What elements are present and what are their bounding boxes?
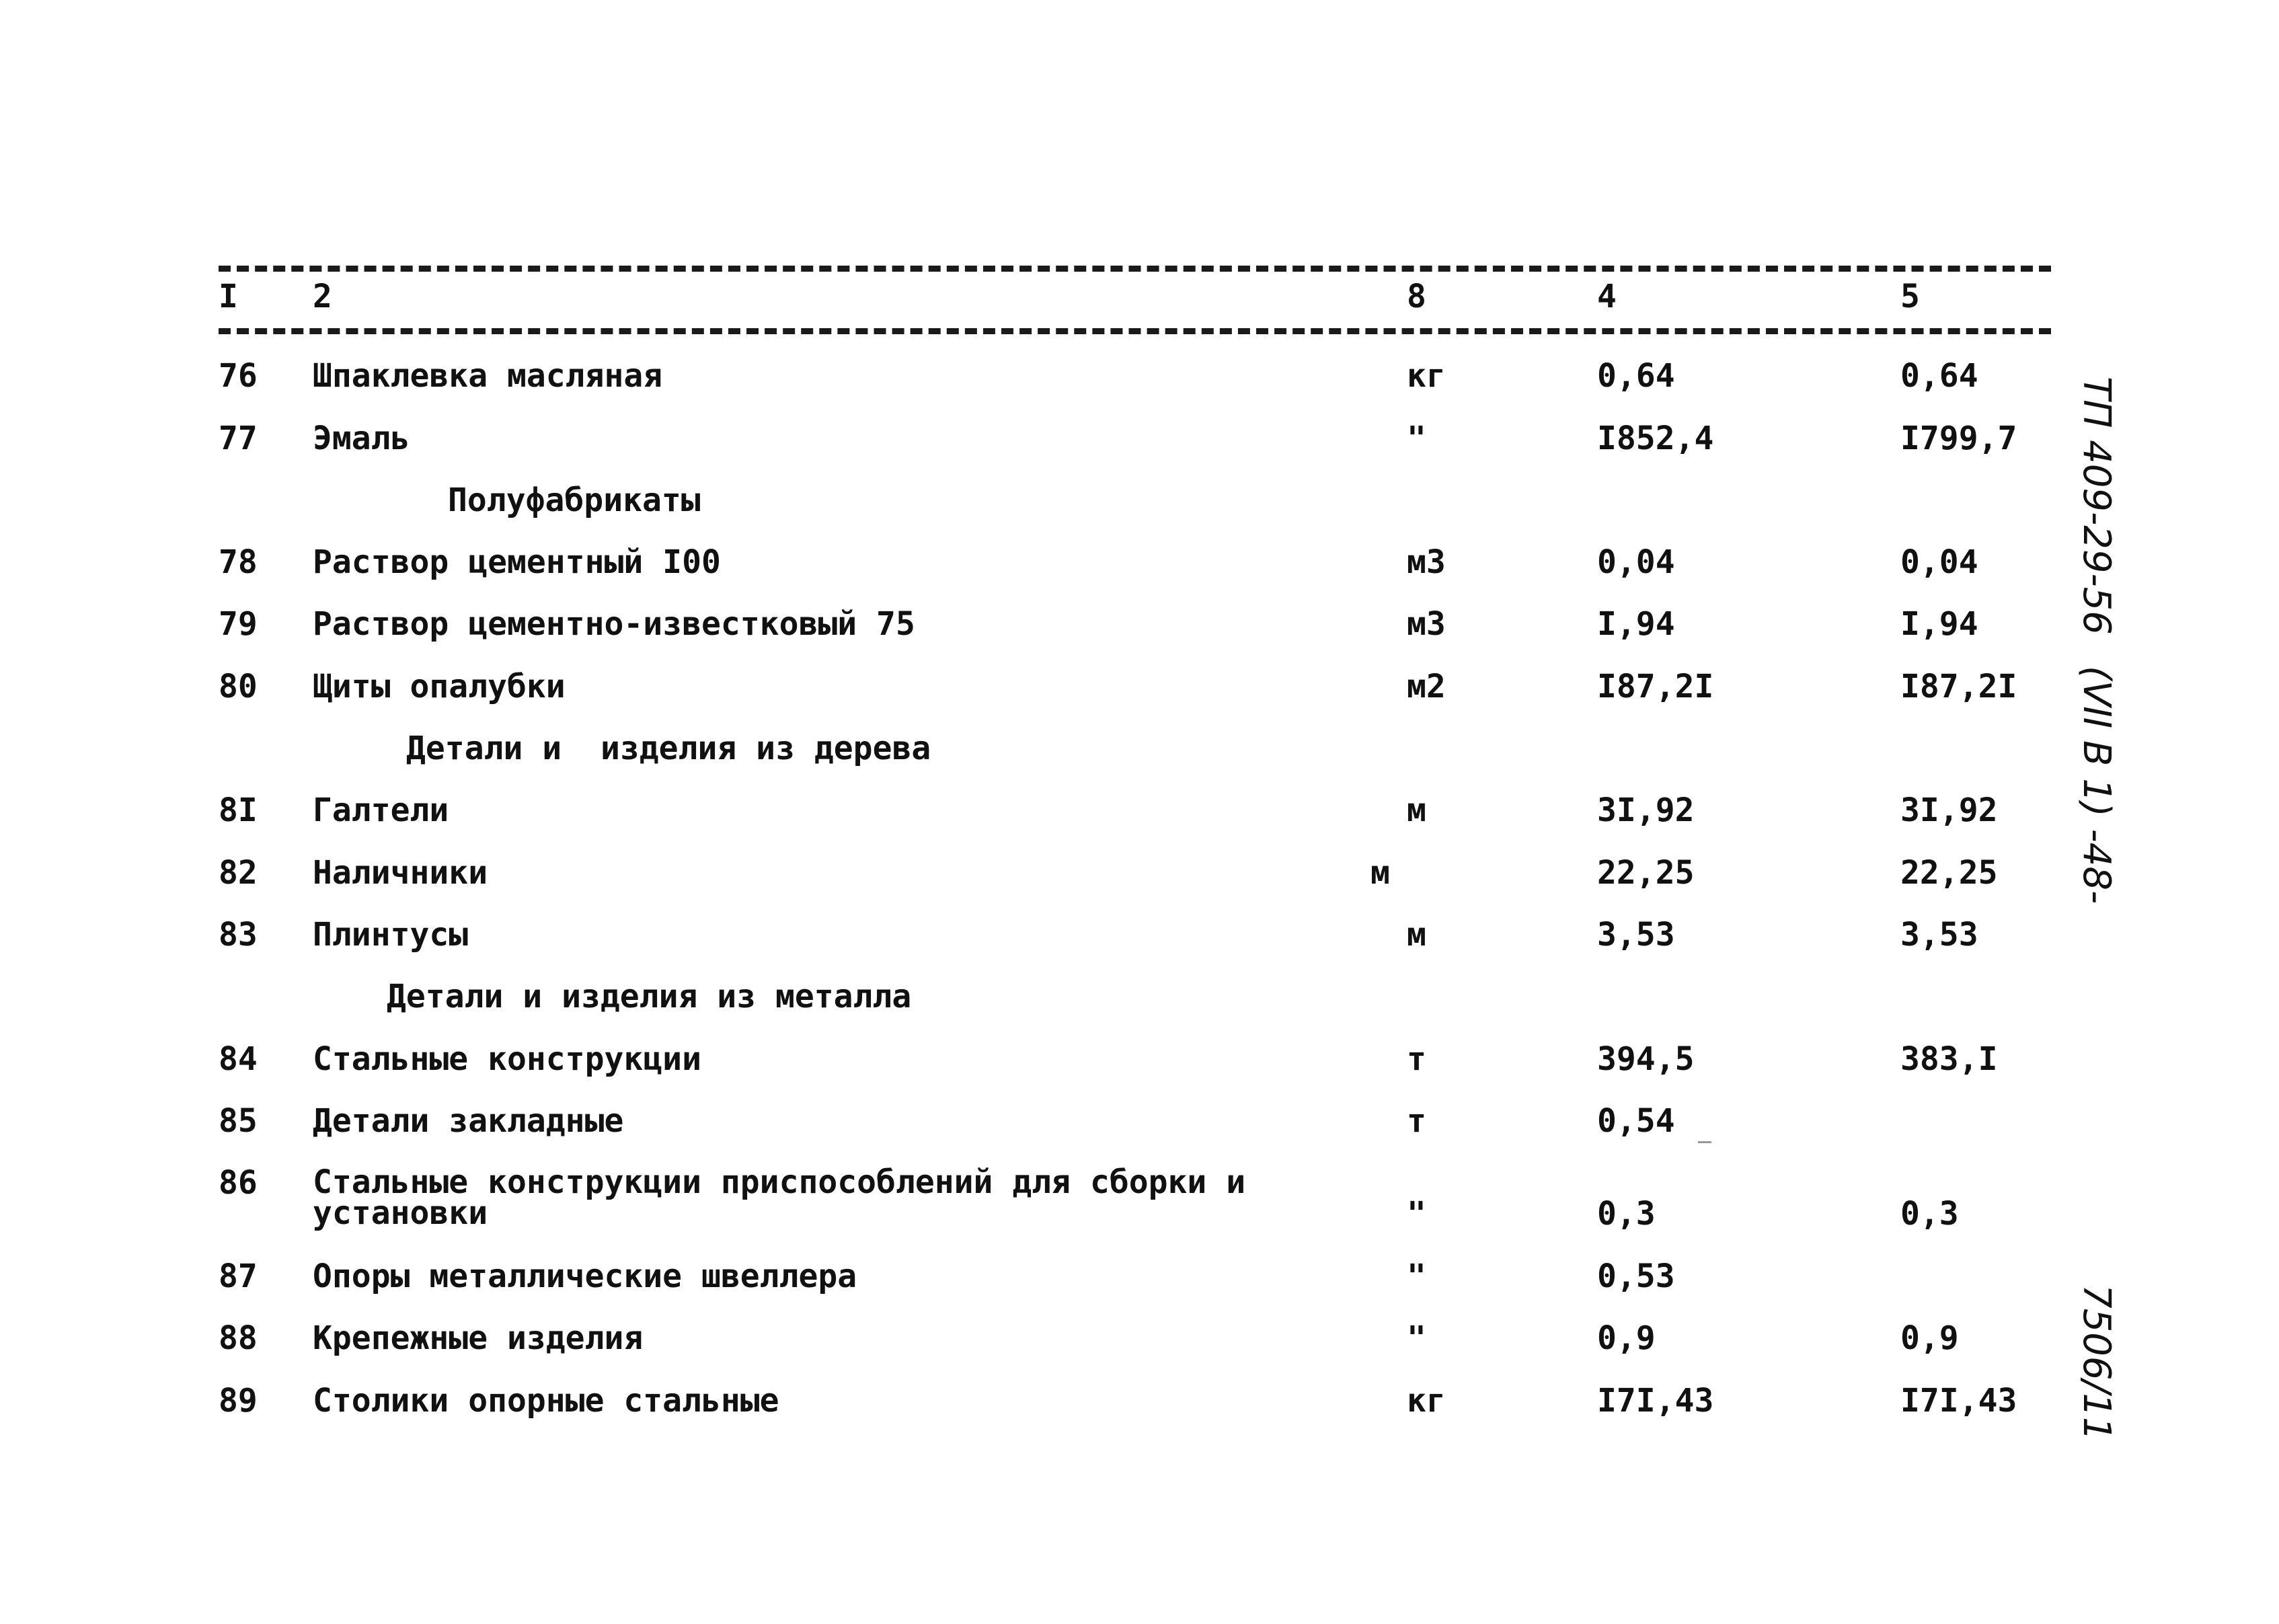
row-name: Раствор цементный I00 [313,543,721,581]
table-row [0,605,2279,668]
row-value-5: 0,64 [1900,357,1978,395]
row-unit: м3 [1407,605,1446,643]
table-row [0,422,2279,483]
row-value-4: 0,9 [1597,1319,1656,1357]
sheet-reference: (VII В 1) -48- [2075,666,2118,904]
row-value-4: 0,3 [1597,1195,1656,1233]
header-col-2: 2 [313,278,332,315]
table-row [0,357,2279,420]
table-row [0,1382,2279,1445]
row-unit: " [1407,1258,1426,1295]
row-unit: " [1407,1319,1426,1357]
row-number: 84 [219,1040,258,1078]
header-col-4: 4 [1597,278,1617,315]
row-name: Столики опорные стальные [313,1382,779,1420]
row-value-5: 0,04 [1900,543,1978,581]
row-value-4: I852,4 [1597,420,1714,457]
row-number: 78 [219,543,258,581]
row-unit: м3 [1407,543,1446,581]
row-value-5: I,94 [1900,605,1978,643]
row-value-5: I87,2I [1900,668,2017,705]
header-bottom-rule [219,328,2051,334]
row-unit: т [1407,1102,1426,1140]
document-code: ТП 409-29-56 [2075,377,2118,635]
row-unit: " [1407,420,1426,457]
header-top-rule [219,266,2051,272]
row-value-4: 0,54 [1597,1102,1675,1140]
row-value-4: 22,25 [1597,854,1695,892]
row-name: Наличники [313,854,488,892]
section-heading: Детали и изделия из дерева [406,730,931,767]
row-unit: " [1407,1195,1426,1233]
row-name: Щиты опалубки [313,668,566,705]
row-number: 82 [219,854,258,892]
table-row [0,854,2279,917]
table-row [0,916,2279,979]
row-value-4: I7I,43 [1597,1382,1714,1420]
archive-stamp: 7506/11 [2075,1284,2118,1441]
table-row [0,791,2279,855]
row-number: 86 [219,1164,258,1202]
row-value-5: 0,3 [1900,1195,1959,1233]
row-unit: м [1407,916,1426,954]
row-value-5: 3I,92 [1900,791,1998,829]
table-row [0,1163,2279,1261]
row-value-5: 22,25 [1900,854,1998,892]
row-value-4: 394,5 [1597,1040,1695,1078]
table-row [0,1260,2279,1321]
section-heading: Детали и изделия из металла [387,978,912,1015]
table-row [0,1040,2279,1104]
row-value-5: 0,9 [1900,1319,1959,1357]
row-value-4: I87,2I [1597,668,1714,705]
row-value-4: 3I,92 [1597,791,1695,829]
row-unit: м [1407,791,1426,829]
row-value-4: I,94 [1597,605,1675,643]
row-number: 79 [219,605,258,643]
row-unit: кг [1407,1382,1446,1420]
row-number: 76 [219,357,258,395]
row-value-5: I7I,43 [1900,1382,2017,1420]
table-row [0,1319,2279,1383]
table-row [0,543,2279,607]
scan-speck [1698,1141,1711,1143]
row-name: Детали закладные [313,1102,624,1140]
row-name: Опоры металлические швеллера [313,1258,857,1295]
row-unit: м2 [1407,668,1446,705]
row-name: Галтели [313,791,449,829]
row-name: Стальные конструкции приспособлений для сборки и установки [313,1163,1246,1232]
row-name: Плинтусы [313,916,469,954]
row-number: 87 [219,1258,258,1295]
row-name: Шпаклевка масляная [313,357,663,395]
row-number: 80 [219,668,258,705]
section-heading: Полуфабрикаты [448,481,701,519]
row-unit: т [1407,1040,1426,1078]
row-name: Эмаль [313,420,410,457]
row-value-5: 3,53 [1900,916,1978,954]
row-number: 88 [219,1319,258,1357]
row-unit: кг [1407,357,1446,395]
row-number: 8I [219,791,258,829]
table-row [0,1102,2279,1165]
row-number: 83 [219,916,258,954]
table-row [0,670,2279,731]
row-value-4: 0,53 [1597,1258,1675,1295]
header-col-1: I [219,278,238,315]
row-value-4: 3,53 [1597,916,1675,954]
row-value-4: 0,04 [1597,543,1675,581]
row-number: 77 [219,420,258,457]
header-col-3: 8 [1407,278,1426,315]
row-name: Крепежные изделия [313,1319,644,1357]
row-number: 85 [219,1102,258,1140]
header-col-5: 5 [1900,278,1920,315]
row-name: Раствор цементно-известковый 75 [313,605,915,643]
row-number: 89 [219,1382,258,1420]
row-value-4: 0,64 [1597,357,1675,395]
row-unit: м [1370,854,1390,892]
row-name: Стальные конструкции [313,1040,701,1078]
row-value-5: I799,7 [1900,420,2017,457]
row-value-5: 383,I [1900,1040,1998,1078]
